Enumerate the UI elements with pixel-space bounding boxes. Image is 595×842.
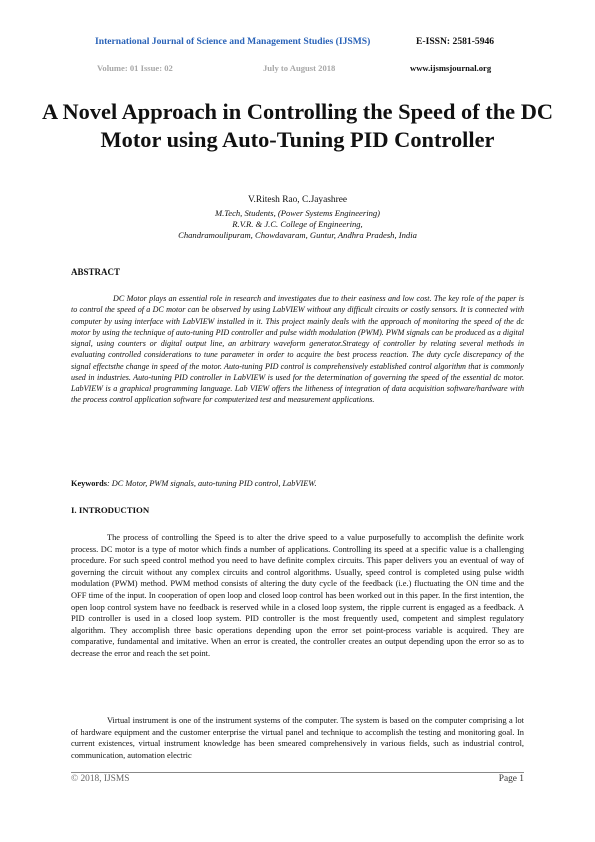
journal-url[interactable]: www.ijsmsjournal.org — [410, 63, 492, 73]
abstract-text: DC Motor plays an essential role in research and investigates due to their easiness and low cost. The key role of the paper is to control the speed of a DC motor can be observed by using LabVIEW without any difficult circuits or costly sensors. It is connected with computer by using interface with LabVIEW installed in it. This project mainly deals with the approach of monitoring the speed of the dc motor by using the technique of auto-tuning PID controller and pulse width modulation (PWM). PWM signals can be produced as a digital signal, using counters or digital output line, an arbitrary waveform generator.Strategy of controller by relating several methods in evaluating controlled considerations to tune parameter in order to acquire the best process reaction. The duty cycle discrepancy of the signal effectsthe change in speed of the motor. Auto-tuning PID control is comprehensively established control algorithm that is commonly used in industries. Auto-tuning PID controller in LabVIEW is used for the determination of governing the speed of the essential dc motor. LabVIEW is a graphical programming language. Lab VIEW offers the litheness of integration of data acquisition software/hardware with the process control application software for computerized test and measurement applications. — [71, 294, 524, 405]
affiliation-line: R.V.R. & J.C. College of Engineering, — [232, 219, 363, 230]
page-number: Page 1 — [498, 774, 524, 784]
author-names: V.Ritesh Rao, C.Jayashree — [247, 195, 348, 205]
affiliation-line: Chandramoulipuram, Chowdavaram, Guntur, Andhra Pradesh, India — [178, 230, 417, 241]
keywords — [71, 479, 524, 488]
journal-name: International Journal of Science and Management Studies (IJSMS) — [95, 36, 371, 47]
affiliation-line: M.Tech, Students, (Power Systems Engineering) — [214, 208, 381, 218]
keywords-label: Keywords — [71, 479, 107, 488]
page-footer — [71, 772, 524, 787]
copyright: © 2018, IJSMS — [71, 774, 130, 784]
body-paragraph: Virtual instrument is one of the instrument systems of the computer. The system is based on the computer comprising a lot of hardware equipment and the customer enterprise the virtual panel and technique to accomplish the testing and monitoring goal. In current existences, virtual instrument knowledge has been smeared comprehensively in various fields, such as industrial control, communication, automation electric — [71, 716, 524, 760]
paper-title: A Novel Approach in Controlling the Speed of the DC Motor using Auto-Tuning PID Controller — [41, 99, 554, 152]
introduction-heading: I. INTRODUCTION — [71, 505, 150, 515]
body-paragraph: The process of controlling the Speed is to alter the drive speed to a value purposefully to accomplish the definite work process. DC motor is a type of motor which finds a number of applications. Controlling its speed at a specific value is a challenging procedure. For such speed control method you need to have definite complex circuits. This paper delivers you an eventual of way of governing the circuit without any complex circuits and control algorithms. Usually, speed control is completed using pulse width modulation (PWM) method. PWM method consists of altering the duty cycle of the feedback (i.e.) fluctuating the ON time and the OFF time of the input. In cooperation of open loop and closed loop control has been worked out in this paper. In the first intention, the open loop control system have no feedback is reserved while in a closed loop system, the ripple current is engaged as a feedback. A PID controller is used in a closed loop system. PID controller is the most frequently used, competent and simplest regulatory algorithm. They accomplish three basic operations depending upon the error set point-process variable is acquired. They are comparative, fundamental and imitative. When an error is created, the controller creates an output depending upon the error so as to decrease the error and reach the set point. — [71, 533, 524, 658]
author-affiliation — [40, 208, 555, 242]
issue-period: July to August 2018 — [263, 63, 336, 73]
abstract-heading: ABSTRACT — [71, 267, 121, 277]
volume-issue: Volume: 01 Issue: 02 — [97, 63, 173, 73]
keywords-list: : DC Motor, PWM signals, auto-tuning PID control, LabVIEW. — [106, 479, 317, 488]
issn: E-ISSN: 2581-5946 — [416, 36, 495, 47]
